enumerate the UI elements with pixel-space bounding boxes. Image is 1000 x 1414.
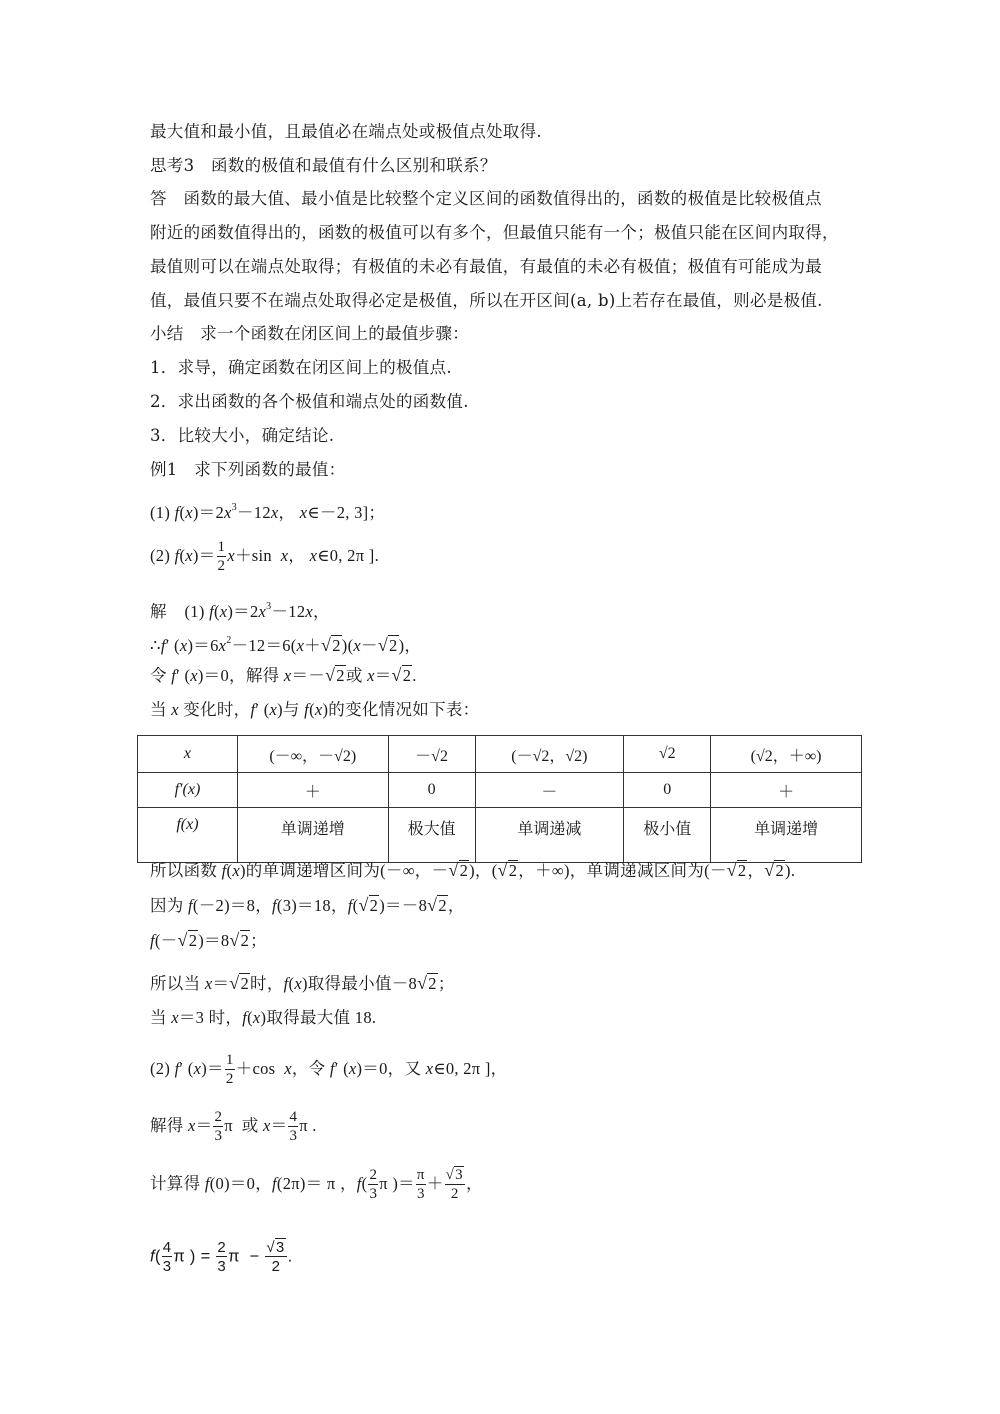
table-cell: ＋ bbox=[711, 773, 862, 808]
think3-question: 函数的极值和最值有什么区别和联系？ bbox=[211, 156, 497, 175]
answer-line-2: 附近的函数值得出的，函数的极值可以有多个，但最值只能有一个；极值只能在区间内取得， bbox=[150, 223, 839, 242]
think3-heading bbox=[150, 155, 497, 177]
table-cell: x bbox=[138, 736, 238, 773]
solution-line-4: 当 x 变化时，f′ (x)与 f(x)的变化情况如下表： bbox=[150, 700, 480, 719]
summary-title: 求一个函数在闭区间上的最值步骤： bbox=[200, 324, 470, 343]
intro-line: 最大值和最小值，且最值必在端点处或极值点处取得. bbox=[150, 122, 542, 141]
after-table-line-3: f(－√2)＝8√2； bbox=[150, 930, 267, 950]
table-row bbox=[138, 808, 862, 863]
summary-step-3: 3．比较大小，确定结论. bbox=[150, 426, 335, 445]
example1-title: 求下列函数的最值： bbox=[194, 460, 346, 479]
table-cell: (－√2，√2) bbox=[475, 736, 624, 773]
table-row bbox=[138, 773, 862, 808]
answer-line-3: 最值则可以在端点处取得；有极值的未必有最值，有最值的未必有极值；极值有可能成为最 bbox=[150, 257, 822, 276]
table-cell: 0 bbox=[388, 773, 475, 808]
part2-line-4: f( $\frac{4}{3}$ π ) = $\frac{2}{3}$ π − $\frac{√3}{2}$ . bbox=[150, 1239, 293, 1275]
problem-1: (1) $f(x)=2x^3-12x$， x∈－2, 3]； bbox=[150, 502, 386, 522]
example1-label: 例1 bbox=[150, 460, 178, 479]
answer-line-1: 答 函数的最大值、最小值是比较整个定义区间的函数值得出的，函数的极值是比较极值点 bbox=[150, 189, 822, 208]
table-cell: f(x) bbox=[138, 808, 238, 863]
problem-2: (2) f(x)＝ $\frac{1}{2}$ x＋sin x， x∈0, 2π ]. bbox=[150, 539, 379, 574]
table-cell: f′(x) bbox=[138, 773, 238, 808]
solution-line-1: 解 (1) $f(x)=2x^3-12x$， bbox=[150, 601, 330, 621]
after-table-line-1: 所以函数 f(x)的单调递增区间为(－∞，－√2)，(√2，＋∞)，单调递减区间为(－√2，√2). bbox=[150, 860, 796, 880]
variation-table bbox=[137, 735, 862, 863]
summary-heading bbox=[150, 323, 469, 345]
think3-label: 思考3 bbox=[150, 156, 195, 175]
table-cell: 0 bbox=[624, 773, 711, 808]
table-cell: (－∞，－√2) bbox=[237, 736, 388, 773]
part2-line-3: 计算得 f(0)＝0，f(2π)＝ π ，f( $\frac{2}{3}$ π )＝ $\frac{\pi}{3}$ ＋ $\frac{√3}{2}$ ， bbox=[150, 1167, 483, 1202]
table-cell: 单调递增 bbox=[237, 808, 388, 863]
solution-line-3: 令 f′ (x)＝0，解得 x＝－√2或 x＝√2. bbox=[150, 665, 417, 685]
summary-step-2: 2．求出函数的各个极值和端点处的函数值. bbox=[150, 392, 469, 411]
solution-line-2: ∴f′ $(x)=6x^2-12=6(x+√2)(x-√2)$， bbox=[150, 635, 422, 655]
after-table-line-2: 因为 f(－2)＝8，f(3)＝18，f(√2)＝－8√2， bbox=[150, 895, 465, 915]
after-table-line-4: 所以当 x＝√2时，f(x)取得最小值－8√2； bbox=[150, 973, 455, 993]
answer-label: 答 bbox=[150, 189, 167, 208]
table-cell: ＋ bbox=[237, 773, 388, 808]
example1-heading bbox=[150, 459, 345, 481]
answer-line-4: 值，最值只要不在端点处取得必定是极值，所以在开区间(a, b)上若存在最值，则必是极值. bbox=[150, 291, 823, 310]
table-cell: 极大值 bbox=[388, 808, 475, 863]
table-cell: √2 bbox=[624, 736, 711, 773]
table-cell: 单调递减 bbox=[475, 808, 624, 863]
table-cell: －√2 bbox=[388, 736, 475, 773]
solution-label: 解 bbox=[150, 602, 167, 621]
table-cell: 单调递增 bbox=[711, 808, 862, 863]
after-table-line-5: 当 x＝3 时，f(x)取得最大值 18. bbox=[150, 1008, 377, 1027]
part2-line-1: (2) f′ (x)＝ $\frac{1}{2}$ ＋cos x，令 f′ (x)＝0，又 x∈0, 2π ]， bbox=[150, 1052, 508, 1087]
table-header-row bbox=[138, 736, 862, 773]
table-cell: 极小值 bbox=[624, 808, 711, 863]
summary-label: 小结 bbox=[150, 324, 184, 343]
summary-step-1: 1．求导，确定函数在闭区间上的极值点. bbox=[150, 358, 452, 377]
table-cell: － bbox=[475, 773, 624, 808]
table-cell: (√2，＋∞) bbox=[711, 736, 862, 773]
part2-line-2: 解得 x＝ $\frac{2}{3}$ π 或 x＝ $\frac{4}{3}$ π . bbox=[150, 1109, 317, 1144]
